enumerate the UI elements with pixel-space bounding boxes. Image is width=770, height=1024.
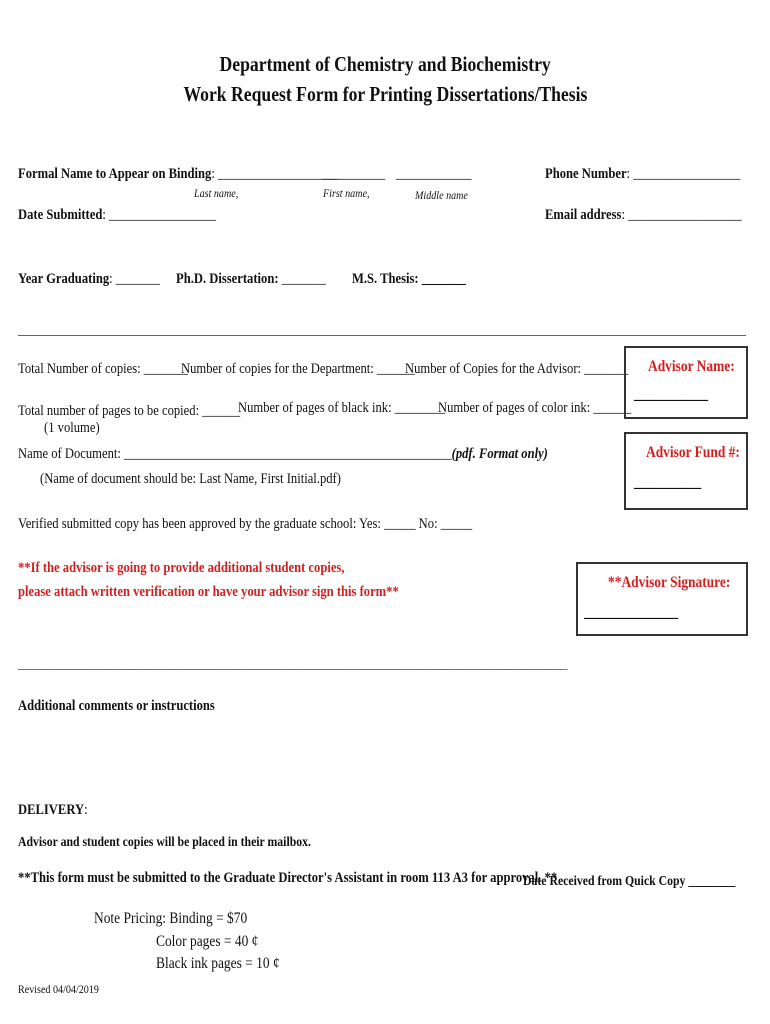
- advisor-signature-field[interactable]: ______________: [584, 604, 679, 621]
- total-copies-field[interactable]: Total Number of copies: _______: [18, 361, 188, 377]
- department-copies-field[interactable]: Number of copies for the Department: ______: [181, 361, 415, 377]
- last-name-caption: Last name,: [194, 186, 239, 200]
- document-name-row: [18, 446, 649, 463]
- pdf-format-note: (pdf. Format only): [451, 446, 548, 462]
- advisor-fund-field[interactable]: __________: [634, 474, 702, 491]
- advisor-name-label: Advisor Name:: [648, 358, 735, 375]
- first-name-caption: First name,: [323, 186, 370, 200]
- pricing-color-pages: Color pages = 40 ¢: [156, 933, 259, 950]
- advisor-signature-label: **Advisor Signature:: [608, 574, 731, 591]
- phd-row: [176, 271, 354, 288]
- section-divider: [18, 335, 746, 336]
- delivery-note: Advisor and student copies will be placed in their mailbox.: [18, 835, 311, 850]
- binding-label: Formal Name to Appear on Binding: [18, 166, 212, 182]
- advisor-note-line2: please attach written verification or have your advisor sign this form**: [18, 584, 399, 600]
- black-ink-pages-field[interactable]: Number of pages of black ink: ________: [238, 400, 446, 416]
- advisor-name-field[interactable]: ___________: [634, 386, 708, 403]
- binding-first-name-field[interactable]: __________: [322, 166, 385, 182]
- form-title-line2: Work Request Form for Printing Dissertations/Thesis: [183, 82, 587, 106]
- ms-label: M.S. Thesis:: [352, 271, 422, 287]
- advisor-fund-box[interactable]: [624, 432, 748, 510]
- form-subtitle: [0, 82, 770, 107]
- phone-field[interactable]: : _________________: [626, 166, 741, 182]
- binding-middle-name-field[interactable]: ____________: [396, 166, 472, 182]
- pricing-binding: Note Pricing: Binding = $70: [94, 910, 248, 927]
- volume-note: (1 volume): [44, 420, 100, 436]
- date-received-label: Date Received from Quick Copy: [523, 874, 689, 889]
- email-label: Email address: [545, 207, 622, 223]
- advisor-copies-field[interactable]: Number of Copies for the Advisor: _______: [405, 361, 629, 377]
- delivery-label: DELIVERY: [18, 802, 85, 818]
- phd-field[interactable]: _______: [281, 271, 326, 287]
- phd-label: Ph.D. Dissertation:: [176, 271, 282, 287]
- comments-label: Additional comments or instructions: [18, 698, 215, 714]
- date-received-field[interactable]: ________: [688, 874, 736, 889]
- document-name-hint: (Name of document should be: Last Name, First Initial.pdf): [40, 471, 341, 487]
- separator-line: _____________________________________________________________________________________________________________: [18, 657, 568, 671]
- email-field[interactable]: : __________________: [621, 207, 742, 223]
- color-ink-pages-field[interactable]: Number of pages of color ink: ______: [438, 400, 632, 416]
- year-graduating-field[interactable]: : _______: [109, 271, 160, 287]
- pages-total-field[interactable]: Total number of pages to be copied: ______: [18, 403, 241, 419]
- document-name-field[interactable]: ____________________________________________________: [124, 446, 452, 462]
- year-graduating-label: Year Graduating: [18, 271, 110, 287]
- pricing-black-ink-pages: Black ink pages = 10 ¢: [156, 955, 280, 972]
- date-submitted-field[interactable]: : _________________: [102, 207, 217, 223]
- verified-approval-field[interactable]: Verified submitted copy has been approved by the graduate school: Yes: _____ No: _____: [18, 516, 473, 532]
- comments-area[interactable]: [18, 720, 746, 790]
- date-received-row: [523, 874, 770, 890]
- submission-note: **This form must be submitted to the Graduate Director's Assistant in room 113 A3 for approval. **: [18, 870, 558, 886]
- phone-row: [545, 166, 770, 183]
- email-row: [545, 207, 770, 224]
- binding-last-name-field[interactable]: : ___________________: [211, 166, 338, 182]
- document-name-label: Name of Document:: [18, 446, 125, 462]
- middle-name-caption: Middle name: [415, 188, 468, 202]
- year-graduating-row: [18, 271, 187, 288]
- advisor-signature-box[interactable]: [576, 562, 748, 636]
- form-title: [0, 52, 770, 77]
- phone-label: Phone Number: [545, 166, 627, 182]
- ms-field[interactable]: _______: [421, 271, 466, 287]
- date-submitted-label: Date Submitted: [18, 207, 103, 223]
- ms-row: [352, 271, 488, 288]
- advisor-name-box[interactable]: [624, 346, 748, 419]
- delivery-row: DELIVERY:: [18, 802, 88, 818]
- date-submitted-row: [18, 207, 254, 224]
- form-title-line1: Department of Chemistry and Biochemistry: [219, 52, 551, 76]
- advisor-note-line1: **If the advisor is going to provide additional student copies,: [18, 560, 345, 576]
- advisor-fund-label: Advisor Fund #:: [646, 444, 740, 461]
- revised-date: Revised 04/04/2019: [18, 982, 99, 996]
